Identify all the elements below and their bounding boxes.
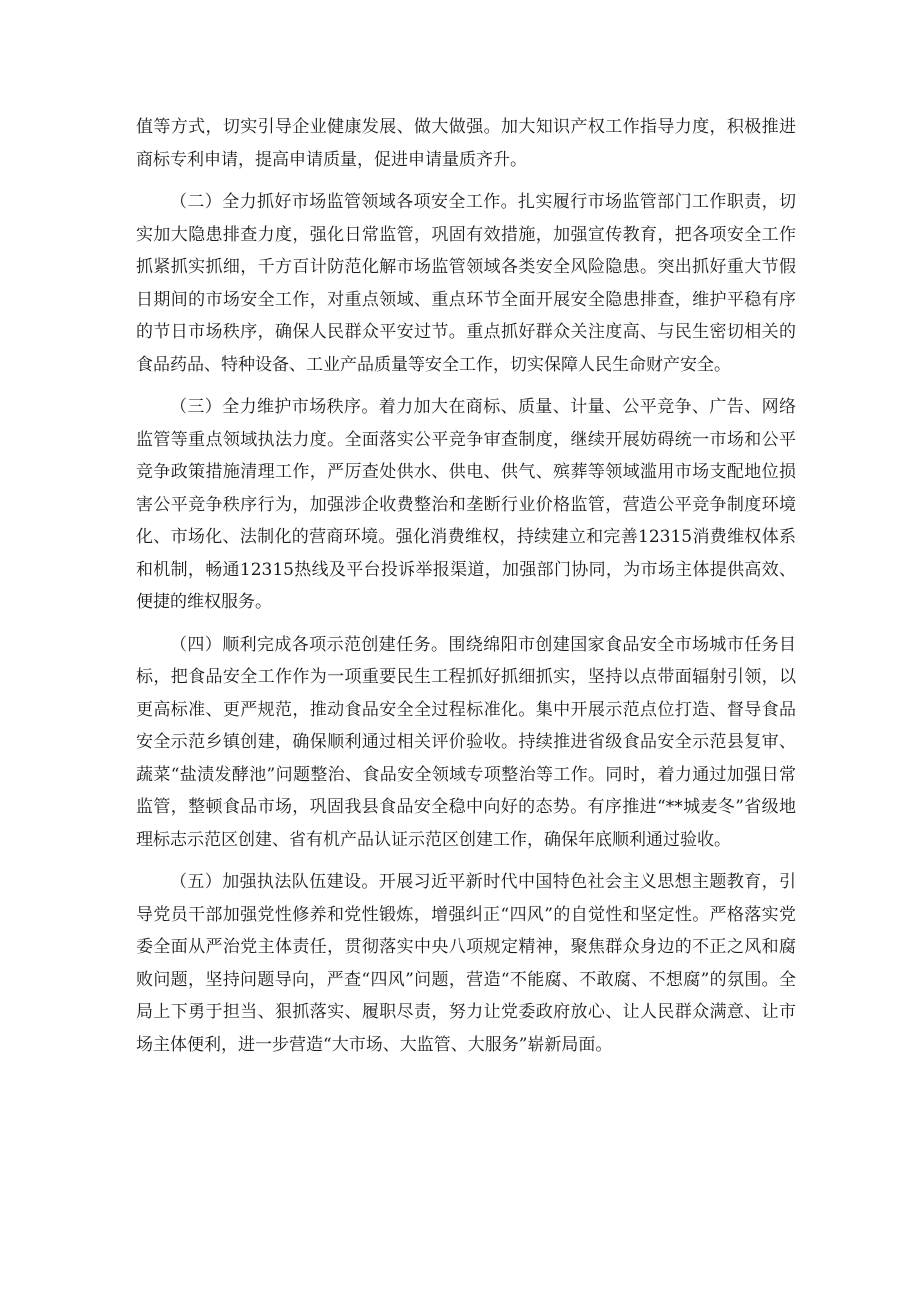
document-body: [136, 111, 796, 1071]
paragraph-continuation: 值等方式，切实引导企业健康发展、做大做强。加大知识产权工作指导力度，积极推进商标专利申请，提高申请质量，促进申请量质齐升。: [136, 117, 796, 170]
paragraph-section-5-enforcement-team: （五）加强执法队伍建设。开展习近平新时代中国特色社会主义思想主题教育，引导党员干部加强党性修养和党性锻炼，增强纠正“四风”的自觉性和坚定性。严格落实党委全面从严治党主体责任，贯彻落实中央八项规定精神，聚焦群众身边的不正之风和腐败问题，坚持问题导向，严查“四风”问题，营造“不能腐、不敢腐、不想腐”的氛围。全局上下勇于担当、狠抓落实、履职尽责，努力让党委政府放心、让人民群众满意、让市场主体便利，进一步营造“大市场、大监管、大服务”崭新局面。: [136, 872, 796, 1055]
paragraph-section-3-market-order: （三）全力维护市场秩序。着力加大在商标、质量、计量、公平竞争、广告、网络监管等重点领域执法力度。全面落实公平竞争审查制度，继续开展妨碍统一市场和公平竞争政策措施清理工作，严厉查处供水、供电、供气、殡葬等领域滥用市场支配地位损害公平竞争秩序行为，加强涉企收费整治和垄断行业价格监管，营造公平竞争制度环境化、市场化、法制化的营商环境。强化消费维权，持续建立和完善12315消费维权体系和机制，畅通12315热线及平台投诉举报渠道，加强部门协同，为市场主体提供高效、便捷的维权服务。: [136, 397, 796, 612]
paragraph-section-2-safety: （二）全力抓好市场监管领域各项安全工作。扎实履行市场监管部门工作职责，切实加大隐患排查力度，强化日常监管，巩固有效措施，加强宣传教育，把各项安全工作抓紧抓实抓细，千方百计防范化解市场监管领域各类安全风险隐患。突出抓好重大节假日期间的市场安全工作，对重点领域、重点环节全面开展安全隐患排查，维护平稳有序的节日市场秩序，确保人民群众平安过节。重点抓好群众关注度高、与民生密切相关的食品药品、特种设备、工业产品质量等安全工作，切实保障人民生命财产安全。: [136, 192, 796, 375]
paragraph-section-4-demonstration: （四）顺利完成各项示范创建任务。围绕绵阳市创建国家食品安全市场城市任务目标，把食品安全工作作为一项重要民生工程抓好抓细抓实，坚持以点带面辐射引领，以更高标准、更严规范，推动食品安全全过程标准化。集中开展示范点位打造、督导食品安全示范乡镇创建，确保顺利通过相关评价验收。持续推进省级食品安全示范县复审、蔬菜“盐渍发酵池”问题整治、食品安全领域专项整治等工作。同时，着力通过加强日常监管，整顿食品市场，巩固我县食品安全稳中向好的态势。有序推进“**城麦冬”省级地理标志示范区创建、省有机产品认证示范区创建工作，确保年底顺利通过验收。: [136, 634, 796, 850]
